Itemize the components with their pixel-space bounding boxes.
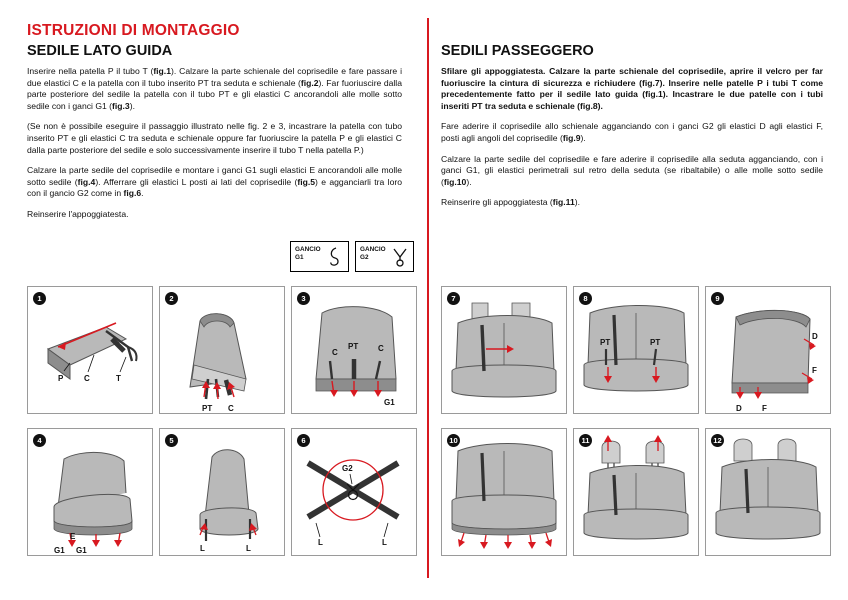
right-instructions [441, 66, 823, 209]
svg-text:F: F [812, 366, 817, 375]
page-title: ISTRUZIONI DI MONTAGGIO [27, 22, 240, 39]
hook-legend-g2 [355, 241, 414, 272]
right-section-title: SEDILI PASSEGGERO [441, 43, 594, 59]
figure-number: 4 [33, 434, 46, 447]
svg-text:D: D [736, 404, 742, 413]
svg-text:L: L [200, 544, 205, 553]
svg-text:C: C [332, 348, 338, 357]
figure-panel-3 [291, 286, 417, 414]
svg-text:G1: G1 [76, 546, 87, 555]
figure-panel-2 [159, 286, 285, 414]
svg-text:C: C [228, 404, 234, 413]
left-paragraph-2: (Se non è possibile eseguire il passaggio illustrato nelle fig. 2 e 3, incastrare la patella con tubo inserito PT e gli elastici C tra seduta e schienale oppure far fuoriuscire la patella P e gli elastici C dalla parte posteriore del sedile e solo successivamente inserire il tubo T nella patella P.) [27, 121, 402, 155]
left-paragraph-1: Inserire nella patella P il tubo T (fig.1). Calzare la parte schienale del coprisedile e fare passare i due elastici C e la patella con il tubo inserito PT tra seduta e schienale (fig.2). Far fuoriuscire dalla parte posteriore del sedile la patella con il tubo PT e gli elastici C ancorandoli alle molle sotto sedile con i ganci G1 (fig.3). [27, 66, 402, 111]
left-paragraph-4: Reinserire l'appoggiatesta. [27, 208, 129, 219]
right-paragraph-1: Sfilare gli appoggiatesta. Calzare la parte schienale del coprisedile, aprire il velcro per far fuoriuscire la cintura di sicurezza e richiudere (fig.7). Inserire nelle patelle P i tubi T come precedentemente fatto per il sedile lato guida (fig.1). Incastrare le due patelle con i tubi inseriti PT tra seduta e schienale (fig.8). [441, 66, 824, 111]
figure-number: 11 [579, 434, 592, 447]
figure-panel-7 [441, 286, 567, 414]
svg-text:C: C [84, 374, 90, 383]
svg-text:C: C [378, 344, 384, 353]
svg-text:E: E [70, 532, 76, 541]
figure-panel-1 [27, 286, 153, 414]
figure-number: 10 [447, 434, 460, 447]
figure-number: 9 [711, 292, 724, 305]
svg-text:P: P [58, 374, 64, 383]
figure-panel-10 [441, 428, 567, 556]
svg-text:D: D [812, 332, 818, 341]
figure-number: 12 [711, 434, 724, 447]
figure-panel-9 [705, 286, 831, 414]
svg-text:G1: G1 [54, 546, 65, 555]
figure-number: 7 [447, 292, 460, 305]
svg-text:L: L [246, 544, 251, 553]
figure-number: 3 [297, 292, 310, 305]
figure-number: 5 [165, 434, 178, 447]
figure-number: 6 [297, 434, 310, 447]
column-divider [427, 18, 429, 578]
svg-text:F: F [762, 404, 767, 413]
left-instructions [27, 66, 402, 221]
svg-text:T: T [116, 374, 121, 383]
figure-panel-6 [291, 428, 417, 556]
figure-panel-12 [705, 428, 831, 556]
svg-text:L: L [318, 538, 323, 547]
svg-text:G2: G2 [342, 464, 353, 473]
svg-text:L: L [382, 538, 387, 547]
left-paragraph-3: Calzare la parte sedile del coprisedile e montare i ganci G1 sugli elastici E ancorandoli alle molle sotto sedile (fig.4). Afferrare gli elastici L posti ai lati del coprisedile (fig.5) e agganciarli tra loro con il gancio G2 come in fig.6. [27, 165, 402, 199]
figure-panel-5 [159, 428, 285, 556]
right-paragraph-3: Calzare la parte sedile del coprisedile e fare aderire il coprisedile alla seduta agganciando, con i ganci G1, gli elastici perimetrali sul retro della seduta (se ribaltabile) o alle molle sotto sedile (fig.10). [441, 153, 823, 187]
svg-text:PT: PT [348, 342, 359, 351]
figure-panel-4 [27, 428, 153, 556]
hook-legend [290, 241, 414, 272]
svg-text:PT: PT [650, 338, 661, 347]
hook-legend-g1 [290, 241, 349, 272]
hook-g2-label: GANCIO G2 [360, 246, 386, 261]
hook-g1-icon [326, 246, 344, 267]
figure-panel-8 [573, 286, 699, 414]
svg-text:G1: G1 [384, 398, 395, 407]
hook-g1-label: GANCIO G1 [295, 246, 321, 261]
right-paragraph-4: Reinserire gli appoggiatesta (fig.11). [441, 197, 581, 208]
figure-number: 1 [33, 292, 46, 305]
svg-text:PT: PT [202, 404, 213, 413]
figure-number: 8 [579, 292, 592, 305]
hook-g2-icon [391, 246, 409, 267]
right-paragraph-2: Fare aderire il coprisedile allo schienale agganciando con i ganci G2 gli elastici D agli elastici F, posti agli angoli del coprisedile (fig.9). [441, 121, 823, 143]
figure-number: 2 [165, 292, 178, 305]
svg-text:PT: PT [600, 338, 611, 347]
figure-panel-11 [573, 428, 699, 556]
left-section-title: SEDILE LATO GUIDA [27, 43, 173, 59]
